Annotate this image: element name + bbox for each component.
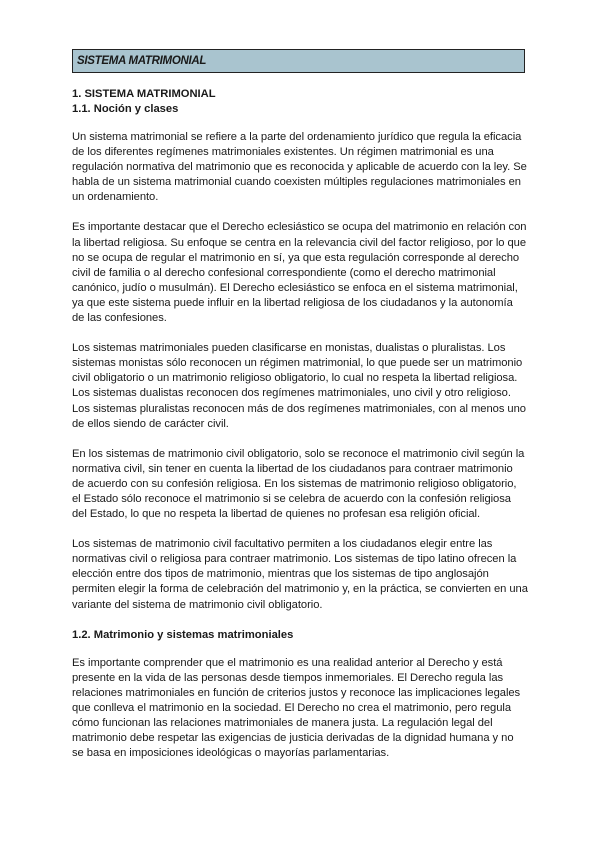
paragraph: Los sistemas de matrimonio civil facultativo permiten a los ciudadanos elegir entre las normativas civil o religiosa para contraer matrimonio. Los sistemas de tipo latino ofrecen la elección entre dos tipos de matrimonio, mientras que los sistemas de tipo anglosajón permiten elegir la forma de celebración del matrimonio y, en la práctica, se convierten en una variante del sistema de matrimonio civil obligatorio. xyxy=(72,538,528,611)
document-body xyxy=(72,87,528,776)
section-heading-1-2: 1.2. Matrimonio y sistemas matrimoniales xyxy=(72,628,294,641)
paragraph: Un sistema matrimonial se refiere a la parte del ordenamiento jurídico que regula la eficacia de los diferentes regímenes matrimoniales existentes. Un régimen matrimonial es una regulación normativa del matrimonio que es reconocida y aplicable de acuerdo con la ley. Se habla de un sistema matrimonial cuando coexisten múltiples regulaciones matrimoniales en un ordenamiento. xyxy=(72,131,527,204)
document-banner-title: SISTEMA MATRIMONIAL xyxy=(72,49,525,73)
paragraph: Es importante destacar que el Derecho eclesiástico se ocupa del matrimonio en relación con la libertad religiosa. Su enfoque se centra en la relevancia civil del factor religioso, por lo que no se ocupa de regular el matrimonio en sí, ya que esta regulación corresponde al derecho civil de familia o al derecho confesional correspondiente (como el derecho matrimonial canónico, judío o musulmán). El Derecho eclesiástico se enfoca en el sistema matrimonial, ya que este sistema puede influir en la libertad religiosa de los ciudadanos y la autonomía de las confesiones. xyxy=(72,221,527,325)
paragraph: Los sistemas matrimoniales pueden clasificarse en monistas, dualistas o pluralistas. Los sistemas monistas sólo reconocen un régimen matrimonial, lo que puede ser un matrimonio civil obligatorio o un matrimonio religioso obligatorio, lo cual no respeta la libertad religiosa. Los sistemas dualistas reconocen dos regímenes matrimoniales, uno civil y otro religioso. Los sistemas pluralistas reconocen más de dos regímenes matrimoniales, con al menos uno de ellos siendo de carácter civil. xyxy=(72,342,526,430)
section-heading-1: 1. SISTEMA MATRIMONIAL xyxy=(72,88,216,100)
section-heading-1-1: 1.1. Noción y clases xyxy=(72,103,179,115)
paragraph: Es importante comprender que el matrimonio es una realidad anterior al Derecho y está presente en la vida de las personas desde tiempos inmemoriales. El Derecho regula las relaciones matrimoniales en función de criterios justos y reconoce las implicaciones legales que conlleva el matrimonio en la sociedad. El Derecho no crea el matrimonio, pero regula cómo funcionan las relaciones matrimoniales de manera justa. La regulación legal del matrimonio debe respetar las exigencias de justicia derivadas de la dignidad humana y no se basa en imposiciones ideológicas o mayorías parlamentarias. xyxy=(72,656,521,760)
paragraph: En los sistemas de matrimonio civil obligatorio, solo se reconoce el matrimonio civil según la normativa civil, sin tener en cuenta la libertad de los ciudadanos para contraer matrimonio de acuerdo con su confesión religiosa. En los sistemas de matrimonio religioso obligatorio, el Estado sólo reconoce el matrimonio si se celebra de acuerdo con la confesión religiosa del Estado, lo que no respeta la libertad de quienes no profesan esa religión oficial. xyxy=(72,447,525,521)
